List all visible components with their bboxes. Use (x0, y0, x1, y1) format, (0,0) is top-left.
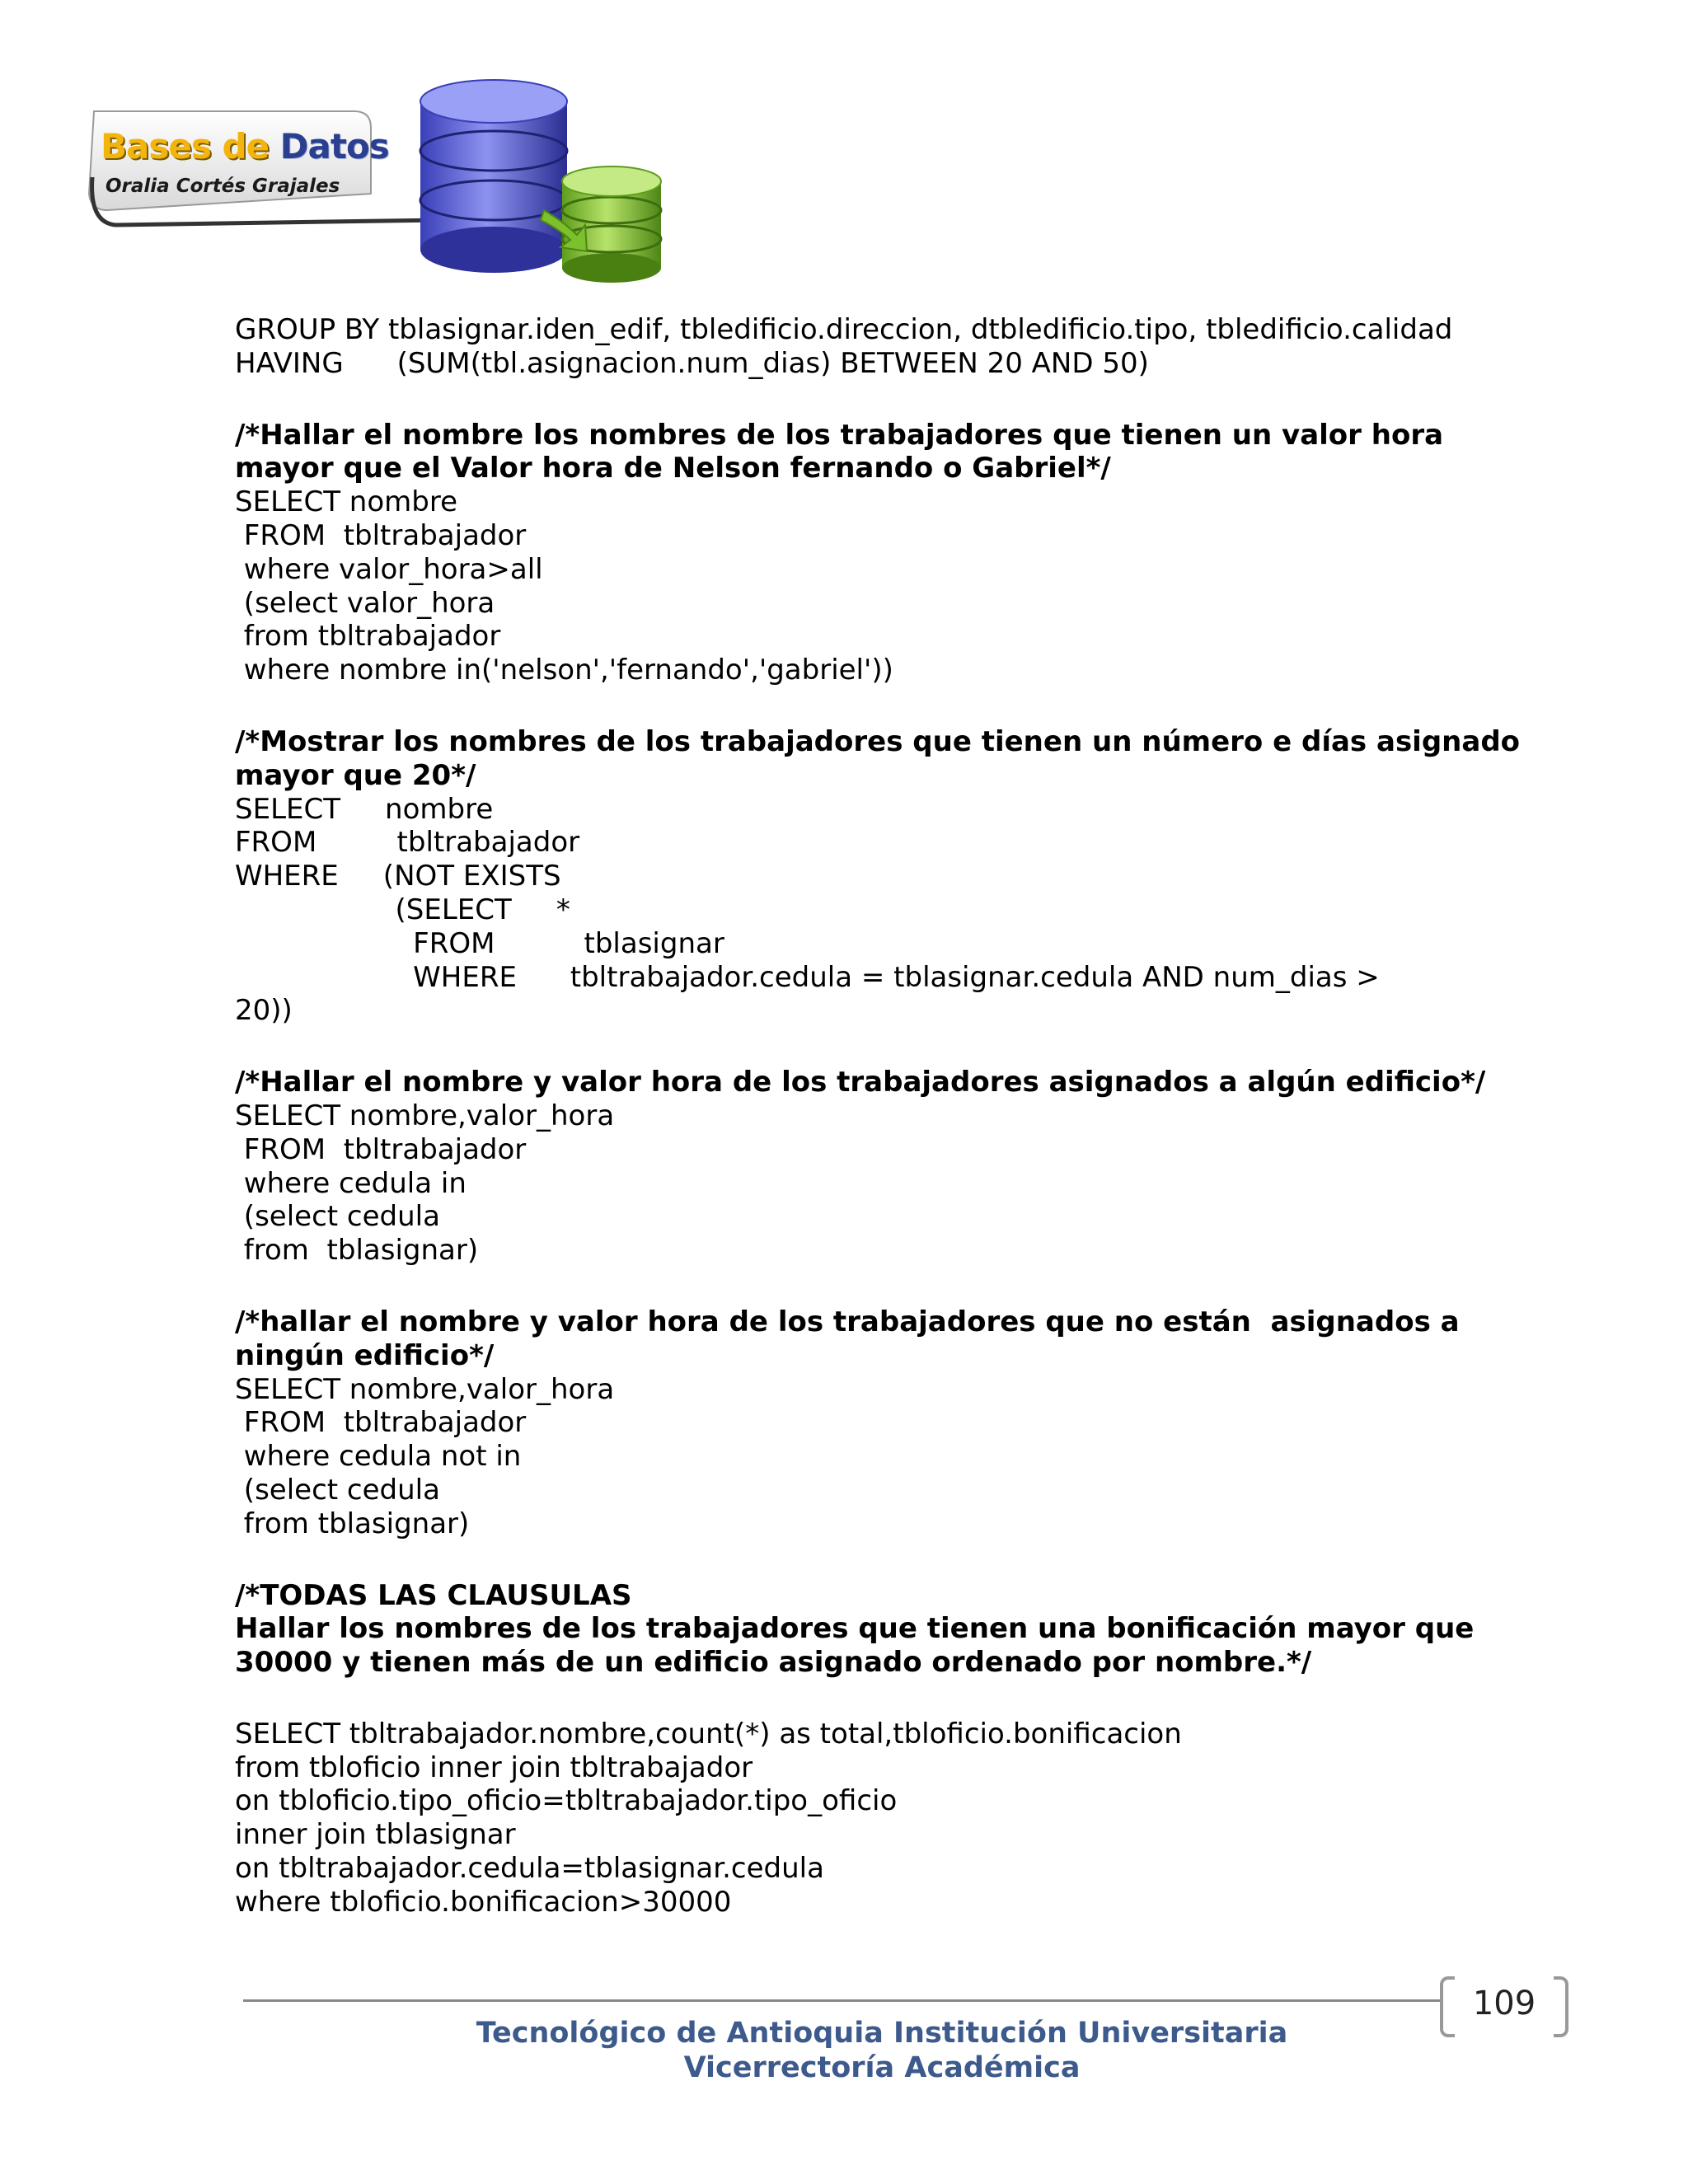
code-line: FROM tbltrabajador (235, 1132, 527, 1166)
comment-line: Hallar los nombres de los trabajadores que tienen una bonificación mayor que (235, 1612, 1475, 1646)
code-line: SELECT tbltrabajador.nombre,count(*) as total,tbloficio.bonificacion (235, 1717, 1182, 1750)
code-line: on tbltrabajador.cedula=tblasignar.cedula (235, 1852, 824, 1886)
code-line: GROUP BY tblasignar.iden_edif, tbledificio.direccion, dtbledificio.tipo, tbledificio.calidad (235, 313, 1453, 346)
code-line: (SELECT * (235, 893, 570, 926)
code-line: from tblasignar) (235, 1507, 470, 1540)
text-block (235, 1718, 1554, 1919)
code-line: where tbloficio.bonificacion>30000 (235, 1885, 732, 1919)
code-line: (select cedula (235, 1473, 440, 1507)
code-line: from tblasignar) (235, 1234, 479, 1268)
block-gap (235, 687, 1554, 725)
block-gap (235, 1028, 1554, 1066)
logo-title (101, 126, 389, 166)
text-block (235, 1305, 1554, 1541)
logo-title-word-3: Datos (279, 126, 389, 166)
code-line: WHERE (NOT EXISTS (235, 860, 561, 893)
comment-line: /*hallar el nombre y valor hora de los trabajadores que no están asignados a (235, 1305, 1460, 1338)
comment-line: 30000 y tienen más de un edificio asignado ordenado por nombre.*/ (235, 1646, 1312, 1680)
comment-line: mayor que 20*/ (235, 758, 476, 792)
code-line: 20)) (235, 994, 293, 1028)
comment-line: mayor que el Valor hora de Nelson fernando o Gabriel*/ (235, 452, 1111, 485)
code-line: (select cedula (235, 1200, 440, 1234)
comment-line: /*Hallar el nombre y valor hora de los trabajadores asignados a algún edificio*/ (235, 1066, 1486, 1099)
comment-line: /*Mostrar los nombres de los trabajadores que tienen un número e días asignado (235, 724, 1521, 758)
code-line: SELECT nombre,valor_hora (235, 1099, 615, 1132)
logo-author: Oralia Cortés Grajales (106, 176, 340, 197)
code-line: where cedula not in (235, 1440, 522, 1474)
code-line: where valor_hora>all (235, 552, 543, 586)
code-line: FROM tblasignar (235, 926, 724, 960)
header-logo (82, 78, 676, 293)
comment-line: /*Hallar el nombre los nombres de los trabajadores que tienen un valor hora (235, 418, 1444, 452)
text-block (235, 1579, 1554, 1680)
block-gap (235, 1680, 1554, 1718)
code-line: inner join tblasignar (235, 1818, 516, 1852)
text-block (235, 419, 1554, 687)
code-line: on tbloficio.tipo_oficio=tbltrabajador.tipo_oficio (235, 1784, 898, 1818)
code-line: FROM tbltrabajador (235, 1406, 527, 1440)
footer-department: Vicerrectoría Académica (683, 2051, 1081, 2084)
code-line: SELECT nombre (235, 792, 494, 826)
logo-title-word-2: de (222, 126, 270, 166)
page-content (235, 313, 1554, 1919)
code-line: SELECT nombre (235, 485, 458, 519)
text-block (235, 313, 1554, 381)
footer-institution: Tecnológico de Antioquia Institución Universitaria (476, 2017, 1288, 2050)
code-line: FROM tbltrabajador (235, 826, 580, 860)
block-gap (235, 1268, 1554, 1305)
code-line: HAVING (SUM(tbl.asignacion.num_dias) BETWEEN 20 AND 50) (235, 346, 1149, 380)
code-line: (select valor_hora (235, 586, 495, 620)
code-line: FROM tbltrabajador (235, 518, 527, 552)
comment-line: /*TODAS LAS CLAUSULAS (235, 1578, 632, 1612)
code-line: from tbltrabajador (235, 620, 501, 654)
code-line: where nombre in('nelson','fernando','gabriel')) (235, 654, 893, 687)
block-gap (235, 381, 1554, 419)
code-line: SELECT nombre,valor_hora (235, 1372, 615, 1406)
page-number: 109 (1472, 1985, 1536, 2022)
code-line: WHERE tbltrabajador.cedula = tblasignar.cedula AND num_dias > (235, 960, 1380, 994)
footer-divider (243, 1999, 1442, 2002)
code-line: where cedula in (235, 1166, 467, 1200)
text-block (235, 725, 1554, 1028)
code-line: from tbloficio inner join tbltrabajador (235, 1750, 753, 1784)
footer (0, 2016, 1688, 2085)
comment-line: ningún edificio*/ (235, 1338, 495, 1372)
text-block (235, 1066, 1554, 1268)
logo-title-word-1: Bases (101, 126, 211, 166)
block-gap (235, 1541, 1554, 1579)
